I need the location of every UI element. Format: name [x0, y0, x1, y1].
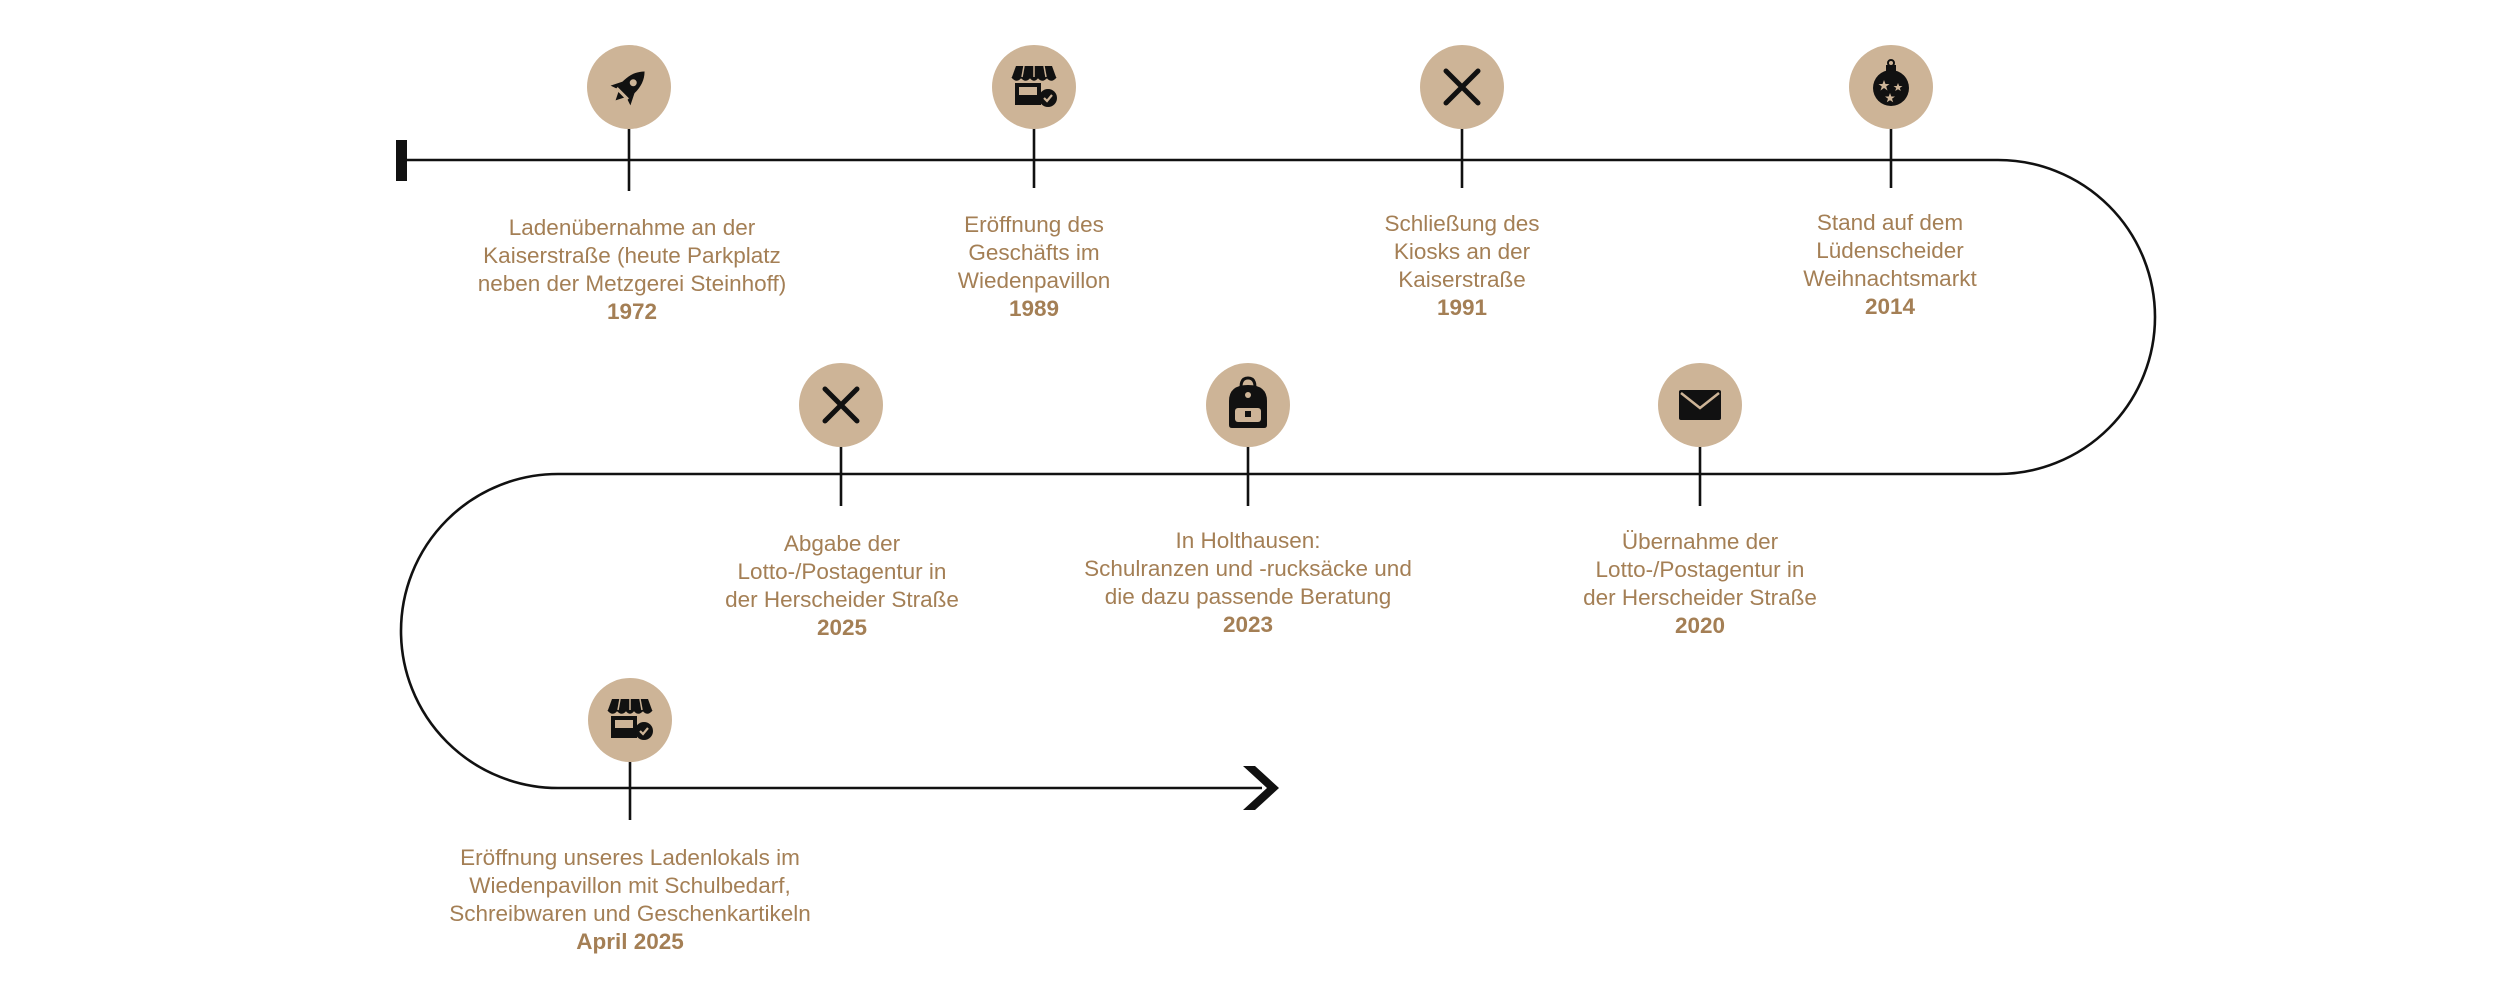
event-year: April 2025 [576, 929, 684, 954]
event-6-marker [1206, 363, 1290, 447]
event-7-marker [799, 363, 883, 447]
event-description: In Holthausen: Schulranzen und -rucksäcke und die dazu passende Beratung [1084, 528, 1412, 609]
event-year: 1972 [606, 299, 658, 324]
event-description: Eröffnung des Geschäfts im Wiedenpavillon [957, 212, 1111, 293]
event-1-marker [587, 45, 671, 129]
event-year: 2014 [1864, 294, 1916, 319]
event-year: 2020 [1674, 613, 1726, 638]
event-description: Übernahme der Lotto-/Postagentur in der Herscheider Straße [1583, 529, 1817, 610]
event-7-label [622, 530, 1062, 642]
event-year: 2025 [816, 615, 868, 640]
event-2-marker [992, 45, 1076, 129]
event-1-label [412, 214, 852, 326]
event-year: 1989 [1008, 296, 1060, 321]
event-2-label [814, 211, 1254, 323]
envelope-icon [1679, 390, 1721, 420]
event-3-label [1242, 210, 1682, 322]
event-description: Schließung des Kiosks an der Kaiserstraße [1384, 211, 1540, 292]
event-8-label [410, 844, 850, 956]
event-description: Ladenübernahme an der Kaiserstraße (heute Parkplatz neben der Metzgerei Steinhoff) [477, 215, 787, 296]
event-description: Eröffnung unseres Ladenlokals im Wiedenpavillon mit Schulbedarf, Schreibwaren und Geschenkartikeln [449, 845, 811, 926]
event-year: 1991 [1436, 295, 1488, 320]
event-4-marker [1849, 45, 1933, 129]
event-4-label [1670, 209, 2110, 321]
event-year: 2023 [1222, 612, 1274, 637]
event-3-marker [1420, 45, 1504, 129]
event-5-marker [1658, 363, 1742, 447]
event-description: Abgabe der Lotto-/Postagentur in der Herscheider Straße [725, 531, 959, 612]
event-8-marker [588, 678, 672, 762]
event-6-label [1028, 527, 1468, 639]
event-description: Stand auf dem Lüdenscheider Weihnachtsmarkt [1803, 210, 1977, 291]
event-5-label [1480, 528, 1920, 640]
